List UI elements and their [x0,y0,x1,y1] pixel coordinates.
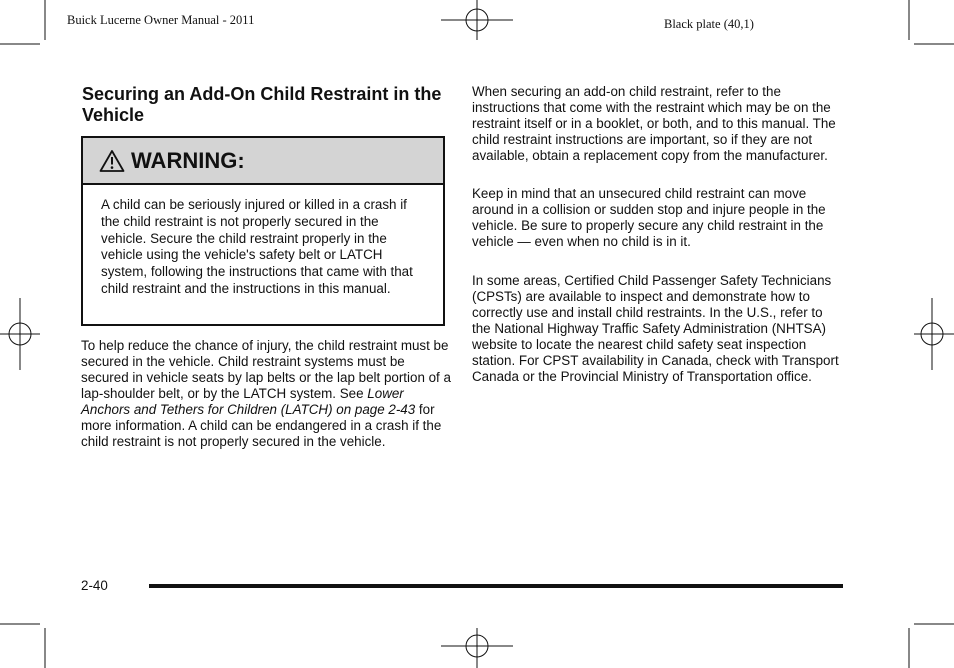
paragraph-text: To help reduce the chance of injury, the child restraint must be secured in the vehicle. Child restraint systems must be secured in vehicle seats by lap belts or the lap belt portion of a lap-shoulder belt, or by the LATCH system. See [81,338,451,401]
paragraph-unsecured-restraint: Keep in mind that an unsecured child restraint can move around in a collision or sudden stop and injure people in the vehicle. Be sure to properly secure any child restraint in the vehicle — even when no child is in it. [472,186,826,249]
footer-rule [149,584,843,588]
paragraph-text: for more information. A child can be endangered in a crash if the child restraint is not properly secured in the vehicle. [81,402,442,449]
section-title: Securing an Add-On Child Restraint in the Vehicle [82,84,442,125]
warning-header [83,138,443,185]
warning-triangle-icon [99,149,125,173]
paragraph-instructions: When securing an add-on child restraint, refer to the instructions that come with the restraint which may be on the restraint itself or in a booklet, or both, and to this manual. The child restraint instructions are important, so if they are not available, obtain a replacement copy from the manufacturer. [472,84,836,163]
paragraph-cpst: In some areas, Certified Child Passenger Safety Technicians (CPSTs) are available to inspect and demonstrate how to correctly use and install child restraints. In the U.S., refer to the National Highway Traffic Safety Administration (NHTSA) website to locate the nearest child safety seat inspection station. For CPST availability in Canada, check with Transport Canada or the Provincial Ministry of Transportation office. [472,273,839,384]
header-plate-label: Black plate (40,1) [664,17,754,31]
latch-cross-reference-link[interactable]: Lower Anchors and Tethers for Children (LATCH) on page 2-43 [81,386,416,417]
warning-box [81,136,445,326]
warning-text: A child can be seriously injured or killed in a crash if the child restraint is not properly secured in the vehicle. Secure the child restraint properly in the vehicle using the vehicle's safety belt or LATCH system, following the instructions that came with that child restraint and the instructions in this manual. [101,197,413,296]
header-manual-title: Buick Lucerne Owner Manual - 2011 [67,13,255,27]
paragraph-securing-requirement [81,338,453,450]
warning-title: WARNING: [131,147,245,173]
page-number: 2-40 [81,578,108,593]
